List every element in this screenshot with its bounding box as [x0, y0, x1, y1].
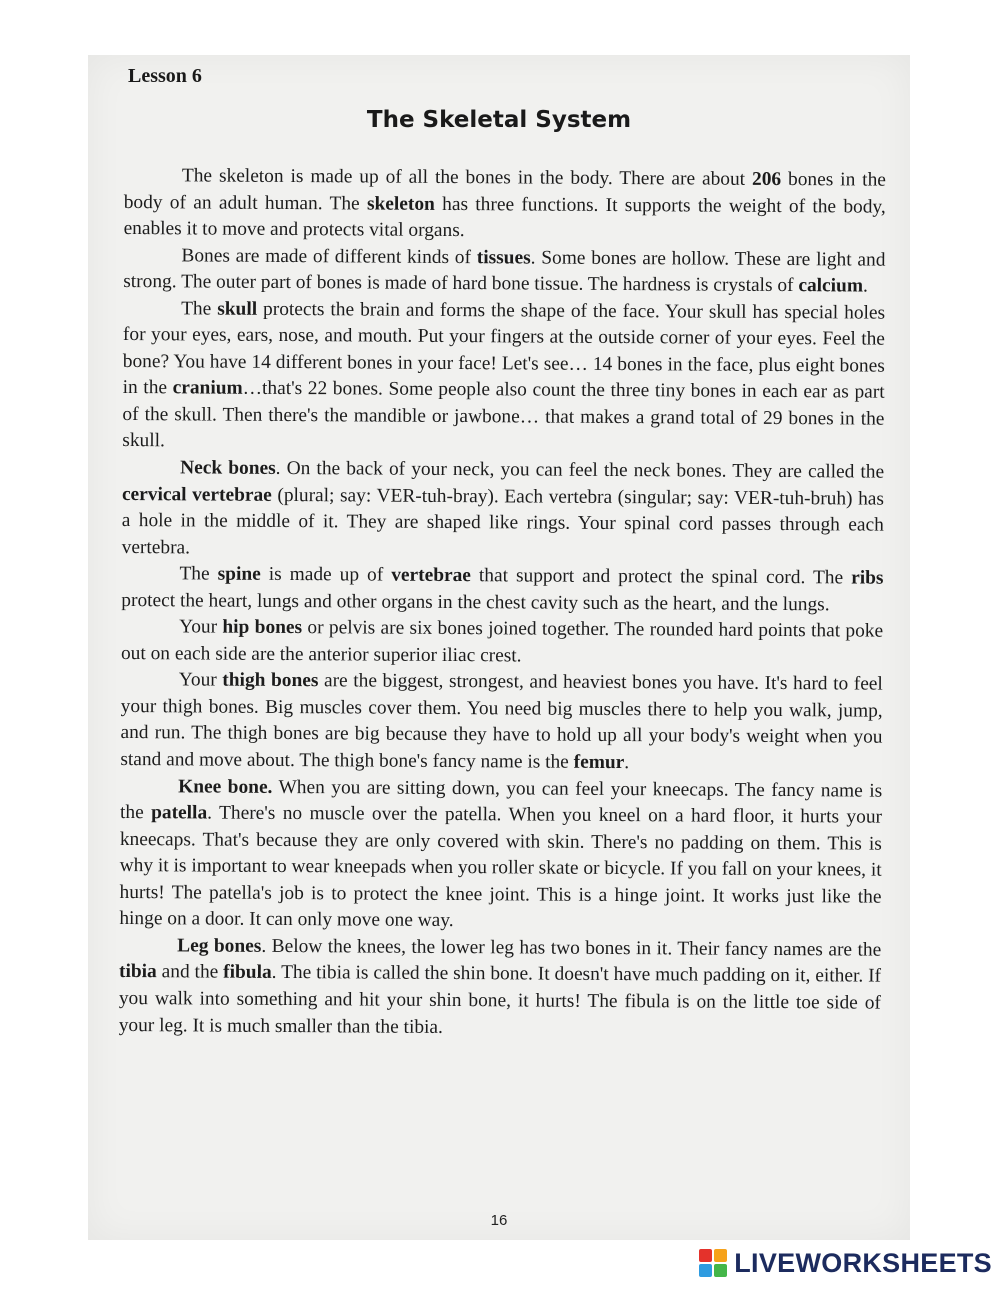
text-run: has three functions. It supports the weight of the body, enables it to move and protects vital organs.: [123, 193, 886, 242]
text-run: The skeleton is made up of all the bones in the body. There are about: [181, 165, 753, 190]
text-run: Your: [178, 669, 223, 692]
paragraph-knee-bone: [119, 774, 882, 938]
paragraph-neck-bones: [122, 455, 885, 566]
bold-term: Leg bones: [177, 935, 262, 957]
bold-term: hip bones: [222, 616, 303, 639]
text-run: The: [179, 563, 218, 585]
text-run: . Some bones are hollow. These are light and strong. The outer part of bones is made of hard bone tissue. The hardness is crystals of: [123, 247, 886, 297]
text-run: …that's 22 bones. Some people also count the three tiny bones in each ear as part of the skull. Then there's the mandible or jawbone… that makes a grand total of 29 bones in the skull.: [122, 378, 885, 452]
text-run: are the biggest, strongest, and heaviest bones you have. It's hard to feel your thigh bones. Big muscles cover them. You need big muscles there to help you walk, jump, and run. The thigh bones are big because they have to hold up all your body's weight when you stand and move about. The thigh bone's fancy name is the: [120, 670, 883, 773]
liveworksheets-logo-icon: [698, 1248, 728, 1278]
paragraph-bone-tissues: [123, 243, 885, 301]
text-run: .: [862, 275, 868, 297]
page-title: The Skeletal System: [366, 107, 632, 133]
lesson-label: Lesson 6: [128, 65, 202, 87]
bold-term: skeleton: [366, 193, 435, 215]
text-run: and the: [156, 961, 224, 984]
bold-term: vertebrae: [391, 564, 471, 587]
liveworksheets-logo[interactable]: [698, 1243, 992, 1283]
paragraph-hip-bones: [121, 614, 883, 672]
bold-term: spine: [217, 563, 261, 586]
bold-term: Knee bone.: [178, 775, 273, 798]
text-run: . There's no muscle over the patella. When you kneel on a hard floor, it hurts your kneecaps. That's because they are only covered with skin. There's no padding on them. This is why it is important to wear kneepads when you roller skate or bicycle. If you fall on your knees, it hurts! The patella's job is to protect the knee joint. This is a hinge joint. It works just like the hinge on a door. It can only move one way.: [119, 802, 883, 932]
worksheet-page: [88, 55, 910, 1240]
text-run: is made up of: [260, 564, 392, 586]
bold-term: skull: [217, 298, 258, 320]
text-run: . Below the knees, the lower leg has two bones in it. Their fancy names are the: [261, 935, 882, 961]
text-run: The: [181, 298, 218, 320]
text-run: protect the heart, lungs and other organs in the chest cavity such as the heart, and the lungs.: [121, 589, 830, 616]
bold-term: cranium: [172, 377, 243, 400]
paragraph-thigh-bones: [120, 667, 883, 778]
text-run: or pelvis are six bones joined together. The rounded hard points that poke out on each side are the anterior superior iliac crest.: [120, 617, 884, 667]
text-run: that support and protect the spinal cord. The: [470, 565, 852, 589]
bold-term: Neck bones: [180, 457, 276, 479]
page-number: 16: [490, 1212, 508, 1229]
paragraph-skull: [122, 296, 885, 460]
lesson-body: [119, 163, 886, 1044]
bold-term: thigh bones: [222, 670, 319, 692]
bold-term: cervical vertebrae: [121, 483, 272, 506]
text-run: Your: [179, 616, 223, 638]
bold-term: 206: [751, 168, 782, 191]
text-run: (plural; say: VER-tuh-bray). Each vertebra (singular; say: VER-tuh-bruh) has a hole in the middle of it. They are shaped like rings. Your spinal cord passes through each vertebra.: [121, 484, 885, 559]
paragraph-leg-bones: [119, 933, 882, 1044]
paragraph-skeleton-intro: [124, 163, 886, 247]
text-run: . The tibia is called the shin bone. It doesn't have much padding on it, either. If you walk into something and hit your shin bone, it hurts! The fibula is on the little toe side of your leg. It is much smaller than the tibia.: [118, 962, 882, 1038]
bold-term: patella: [151, 802, 208, 824]
bold-term: fibula: [223, 962, 272, 984]
text-run: .: [624, 752, 630, 774]
paragraph-spine-ribs: [121, 561, 883, 619]
text-run: When you are sitting down, you can feel your kneecaps. The fancy name is the: [119, 776, 883, 824]
bold-term: calcium: [798, 275, 864, 297]
text-run: bones in the body of an adult human. The: [123, 169, 886, 215]
logo-text: LIVEWORKSHEETS: [734, 1247, 992, 1278]
text-run: . On the back of your neck, you can feel the neck bones. They are called the: [275, 457, 885, 483]
bold-term: tibia: [118, 961, 157, 983]
bold-term: tissues: [476, 246, 531, 269]
text-run: Bones are made of different kinds of: [181, 244, 477, 268]
text-run: protects the brain and forms the shape of the face. Your skull has special holes for your eyes, ears, nose, and mouth. Put your fingers at the outside corner of your eyes. Feel the bone? You have 14 different bones in your face! Let's see… 14 bones in the face, plus eight bones in the: [122, 298, 886, 399]
bold-term: ribs: [851, 567, 884, 589]
bold-term: femur: [573, 751, 625, 774]
